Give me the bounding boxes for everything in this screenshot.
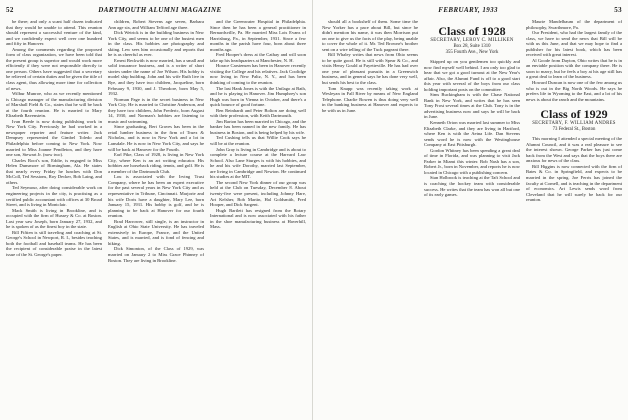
column <box>210 19 306 418</box>
class-address: 73 Federal St., Boston <box>552 127 596 133</box>
paragraph: Fred Hooper's dress at the Cathay and will soon take up his headquarters at Manchester, N. H. <box>210 52 306 63</box>
paragraph: Sims Buckingham is with the Chase National Bank in New York, and writes that he has seen Tony Frost several times at the Club. Tony is in the advertising business now and says he will be back in June. <box>424 92 520 120</box>
paragraph: Al Goode from Dayton, Ohio writes that he is in an enviable position with the company there. He is soon to marry, but he feels a boy at his age still has a great deal to learn of the business. <box>526 57 622 80</box>
paragraph: Tom Knapp was recently taking work at Wesleyan in Fall River by means of New England Telephone. Charlie Bowen is thus doing very well in the banking business at Hanover and expects to be with us in June. <box>322 85 418 113</box>
paragraph: be there; and only a scant half dozen indicated that they would be unable to attend. This reunion should represent a successful venture of the kind, and we confidently expect well over one hundred and fifty in Hanover. <box>6 19 102 47</box>
paragraph: Maurie Mandelbaum of the department of philosophy, Swarthmore, Pa. <box>526 19 622 30</box>
column <box>6 19 102 418</box>
paragraph: Skipped up on you gentlemen too quickly and now find myself well behind. I am only too glad to hear that we got a good turnout at the New Year's affair. Also, the Alumni Fund is off to a good start this year with several of the boys from our class holding important posts on the committee. <box>424 59 520 92</box>
paragraph: Ted Seymour, after doing considerable work on engineering projects in the city, is practising as a certified public accountant with offices at 30 Broad Street, and is living in Montclair. <box>6 185 102 208</box>
paragraph: Ivan Beede is now doing publishing work in New York City. Previously he had worked in a newspaper reporter and feature writer. Jack Dempsey represented the Gimbel Toledo and Philadelphia before coming to New York. Now married to Miss Joanne Pendleton, and they have one son, Stewart Jr. (now two). <box>6 118 102 158</box>
paragraph: Wilbur Munroe, who as we recently mentioned is Chicago manager of the manufacturing division of Marshall Field & Co., states that he will be back at the fourth reunion. He is married to Mary Elizabeth Ravenstein. <box>6 91 102 119</box>
class-heading <box>424 25 520 56</box>
paragraph: Bill Fiftien is still traveling and coaching at St. George's School in Newport, R. I., besides teaching both the football and baseball teams. He has been the recipient of considerable praise in the latest issue of the St. George's paper. <box>6 229 102 257</box>
paragraph: children, Robert Stevens age seven, Barbara Ann age six, and William Tefford age three. <box>108 19 204 30</box>
class-heading <box>526 108 622 133</box>
paragraph: Ernest Beckwith is now married, has a small and solid insurance business, and is a writer of short stories under the name of Joe Wilson. His hobby is model ship building. John and his wife Ruth live in Rye, and they have two children, Jacqueline, born February 9, 1930, and J. Theodore, born May 5, 1932. <box>108 57 204 97</box>
paragraph: John Gray is living in Cambridge and is about to complete a lecture course at the Harvard Law School. Also Lane Sturges is with his hobbies, and he and his wife Dorothy, married last September, are living in Cambridge and Newton. He continued his studies at the MIT. <box>210 146 306 180</box>
right-columns <box>322 19 622 418</box>
paragraph: Our President, who had the largest family of the class, we have to send the news that Bill will be with us this June, and that we may hope to find a publisher for his latest book, which has been received with great interest. <box>526 30 622 58</box>
left-page <box>0 0 313 420</box>
issue-date: FEBRUARY, 1933 <box>438 6 498 14</box>
paragraph: Kenneth Orton was married last summer to Miss Elizabeth Clarke, and they are living in Hartford, where Ken is with the Aetna Life. Dan Stevens sends word he is now with the Westinghouse Company at East Pittsburgh. <box>424 120 520 148</box>
class-title: Class of 1929 <box>540 107 608 122</box>
column <box>108 19 204 418</box>
column <box>526 19 622 418</box>
class-address: 355 Fourth Ave., New York <box>445 50 499 55</box>
paragraph: This morning I attended a special meeting of the Alumni Council, and it was a real pleasure to see the interest shown. George Parker has just come back from the West and says that the boys there are anxious for news of the class. <box>526 136 622 164</box>
class-secretary: SECRETARY, LEROY C. MILLIKEN <box>430 38 514 43</box>
paragraph: Charles Root's son, Eddie, is engaged to Miss Helen Dunsmore of Birmingham, Ala. He states that nearly every Friday he lunches with Don McColl, Ted Sessions, Roy Decker, Bob Laing, and others. <box>6 157 102 185</box>
paragraph: Hugh Bartlett has resigned from the Rotary International and is now associated with his father in the shoe manufacturing business at Haverhill, Mass. <box>210 207 306 230</box>
running-head-right <box>322 4 622 16</box>
class-secretary: SECRETARY, F. WILLIAM ANDRES <box>532 121 616 127</box>
magazine-title: DARTMOUTH ALUMNI MAGAZINE <box>98 6 222 14</box>
paragraph: Horace Carstensen has been in Hanover recently visiting the College and his relatives. Jack Coolidge now living in New Paltz, N. Y., and has been thinking of coming to the reunion. <box>210 63 306 86</box>
paragraph: Dick Simonton, of the Class of 1929, was married on January 2 to Miss Grace Phinney of Boston. They are living in Brookline. <box>108 246 204 263</box>
paragraph: Bill Higgins is now connected with the firm of Bates & Co. in Springfield, and expects to be married in the spring. Joe Ferris has joined the faculty at Cornell, and is teaching in the department of economics. Art Lewis sends word from Cleveland that he will surely be back for our reunion. <box>526 163 622 203</box>
class-title: Class of 1928 <box>438 24 506 38</box>
paragraph: Ted Cushing tells us that Willie Cook says he will be at the reunion. <box>210 135 306 147</box>
class-address: Box 28, Suite 1310 <box>453 44 491 49</box>
paragraph: Gordon Whitney has been spending a great deal of time in Florida, and was planning to visit Jack Parker in Miami this winter. Bob Nash has a son, Robert Jr., born in November, and reports he is now located in Chicago with a publishing concern. <box>424 147 520 175</box>
column <box>322 19 418 418</box>
running-head-left <box>6 4 306 16</box>
paragraph: Dick Weirick is in the building business in New York City, and seems to be one of the busiest men in the class. His hobbies are photography and skiing. Lew sees him occasionally and reports that he is as cheerful as ever. <box>108 30 204 58</box>
paragraph: The second New York dinner of our group was held at the Club on Tuesday, December 8. About twenty-five were present, including Johnny Hare, Art Kelsher, Bob Martin, Hal Goldsmith, Fred Hooper, and Dick Sargent. <box>210 179 306 208</box>
left-columns <box>6 19 306 418</box>
paragraph: Howard Duncan is now one of the few among us who is out in the Big North Woods. He says he prefers life in Wyoming to the East, and a lot of his news is about the ranch and the mountains. <box>526 80 622 102</box>
page-number: 52 <box>6 6 14 14</box>
paragraph: Lou is associated with the Irving Trust Company, where he has been an expert executive for the past several years in New York City and as representative in Tribune, Cincinnati. Marjorie and his wife Doris have a daughter, Mary Lee, born January 15, 1931. His hobby is golf, and he is planning to be back at Hanover for our fourth reunion. <box>108 174 204 219</box>
paragraph: Bill Whaley writes that news from Ohio seems to be quite good. He is still with Spear & Co., and visits Henry Gould at Fayetteville. He has had over one year of pleasant pursuits in a Greenwich business, and in general says he has done very well, but sends his best to the class. <box>322 52 418 86</box>
paragraph: Norman Page is in the secret business in New York City. He is married to Christine Anderson, and they have two children, John Frederic, born August 14, 1930, and Norman's hobbies are listening to music and swimming. <box>108 96 204 124</box>
paragraph: Ben Reinhardt and Peter Bolton are doing well with their profession, with Keith Dartmouth. <box>210 107 306 119</box>
paragraph: Since graduating, Bert Graves has been in the retail lumber business in the firm of Truex & Nicholas, and is now in New York and a lot in Lansdale. He is now in New York City, and says he will be back at Hanover for the Fourth. <box>108 124 204 152</box>
paragraph: should all a bookshelf of them. Some time the New Yorker has a pace about Bill, but since he didn't mention his name, it was then Morrison put on one to give us the facts of the play, being unable to cover the whole of it. Mr. Ted Browne's brother sent on a wire telling of the Tuck pageant there. <box>322 19 418 52</box>
paragraph: Among the comments regarding the proposed form of class organization, we have been told that the present group is superior and would work more efficiently if they were not responsible directly to one person. Others have suggested that a secretary be relieved of certain duties and be given the title of class agent, thus allowing more time for collection of news. <box>6 46 102 91</box>
page-number: 53 <box>614 6 622 14</box>
paragraph: The last Hank Jones is with the Unilago at Bath, and he is playing in Hanover. Jim Humphrey's son Hugh was born in Vienna in October, and there's a quick bounce of good fortune. <box>210 85 306 108</box>
column <box>424 19 520 418</box>
paragraph: Brad Harrower, still single, is an instructor in English at Ohio State University. He has traveled extensively in Europe, France, and the United States, and is married, and is fond of fencing and hiking. <box>108 218 204 246</box>
paragraph: Mack Smith is living in Brookline, and is occupied with the firm of Hussey & Co. at Boston. Last year saw Joseph, born January 27, 1932, and he is spoken of as the finest boy in the state. <box>6 207 102 230</box>
paragraph: Jim Barton has been married in Chicago, and the banker has been named in the new family. He has business in Boston, and is being helped by his wife. <box>210 118 306 135</box>
paragraph: Earl Pike, Class of 1928, is living in New York City, where Ken is an art writing educator. His hobbies are horseback riding, tennis, and golf. He is a member of the Dartmouth Club. <box>108 152 204 174</box>
paragraph: Stan Holbrook is teaching at the Taft School and is coaching the hockey team with considerable success. He writes that the team has won all but one of its early games. <box>424 175 520 198</box>
right-page <box>316 0 628 420</box>
paragraph: and the Greenwater Hospital in Philadelphia. Since then he has been a general practitioner in Bernardsville, Pa. He married Miss Lois Evans of Harrisburg, Pa., in September, 1931. Since a few months in the parish have four, born about three months ago. <box>210 19 306 52</box>
